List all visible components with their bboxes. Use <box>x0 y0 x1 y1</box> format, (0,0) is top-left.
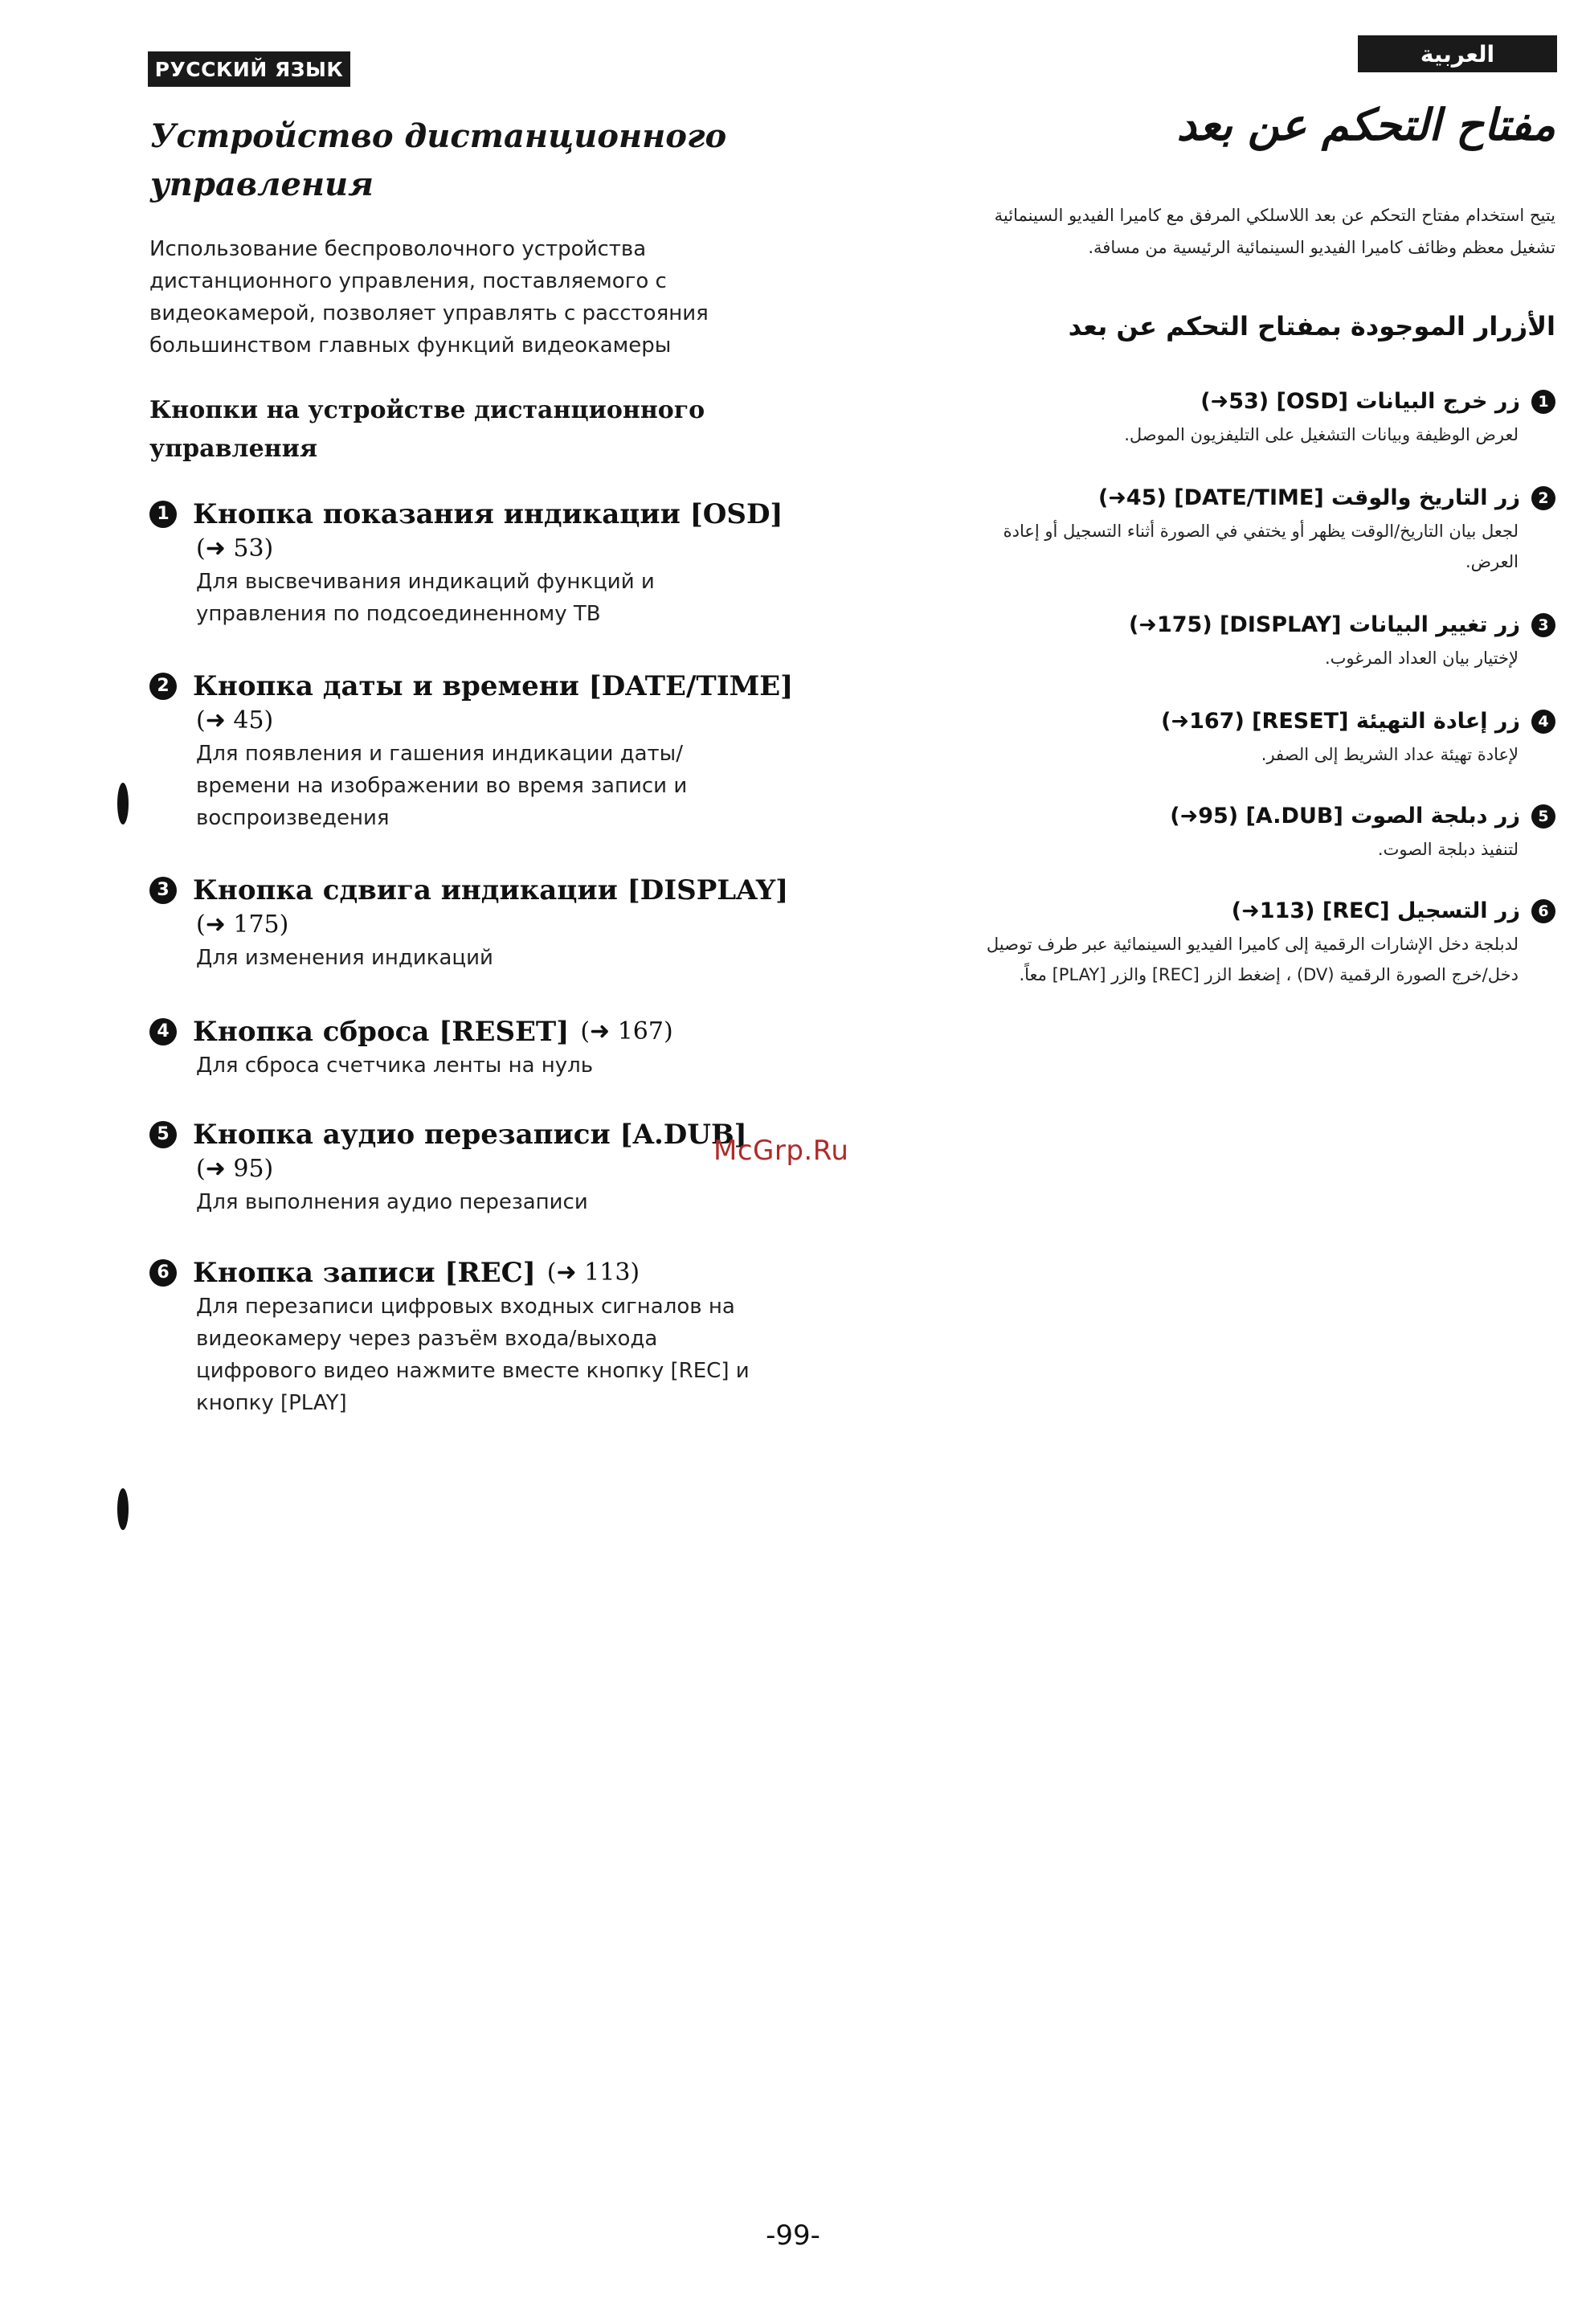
number-badge-icon: 5 <box>149 1121 177 1148</box>
margin-mark-icon <box>117 1488 129 1530</box>
number-badge-icon: 2 <box>149 673 177 700</box>
ru-item-title: Кнопка аудио перезаписи [A.DUB] <box>193 1119 747 1151</box>
ar-item-description <box>897 929 1519 990</box>
ru-page-ref: (➜ 53) <box>196 534 274 563</box>
ru-intro-line: Использование беспроволочного устройства <box>149 237 647 261</box>
lang-tab-arabic: العربية <box>1358 35 1557 72</box>
ru-item-description <box>196 566 808 630</box>
ru-item-description <box>196 1291 808 1419</box>
ar-item-rec <box>897 894 1555 990</box>
ru-item-description <box>196 942 808 974</box>
ru-item-heading <box>149 873 808 908</box>
ar-desc-line: لجعل بيان التاريخ/الوقت يظهر أو يختفي في الصورة أثناء التسجيل أو إعادة <box>1003 522 1519 541</box>
ar-item-heading <box>897 704 1555 739</box>
ru-page-ref: (➜ 113) <box>546 1258 640 1287</box>
ar-item-title: زر إعادة التهيئة [RESET] (167➜) <box>1161 709 1520 734</box>
margin-mark-icon <box>117 783 129 824</box>
ru-page-ref: (➜ 95) <box>196 1155 274 1183</box>
ru-desc-line: кнопку [PLAY] <box>196 1391 347 1415</box>
ar-item-title: زر خرج البيانات [OSD] (53➜) <box>1200 389 1520 414</box>
ru-page-ref: (➜ 175) <box>196 910 289 939</box>
ru-desc-line: Для сброса счетчика ленты на нуль <box>196 1054 594 1078</box>
ru-item-title: Кнопка даты и времени [DATE/TIME] <box>193 670 794 702</box>
number-badge-icon: 5 <box>1531 804 1555 829</box>
ru-item-description <box>196 738 808 834</box>
ru-desc-line: Для изменения индикаций <box>196 946 493 970</box>
ar-item-heading <box>897 481 1555 516</box>
ru-intro-line: большинством главных функций видеокамеры <box>149 333 672 358</box>
ar-buttons-subheading: الأزرار الموجودة بمفتاح التحكم عن بعد <box>1068 311 1555 342</box>
ru-item-date-time <box>149 669 808 834</box>
ru-intro-paragraph <box>149 233 816 362</box>
ar-intro-line: يتيح استخدام مفتاح التحكم عن بعد اللاسلكي المرفق مع كاميرا الفيديو السينمائية <box>994 206 1555 225</box>
ar-item-heading <box>897 384 1555 419</box>
ru-desc-line: управления по подсоединенному ТВ <box>196 602 601 626</box>
ru-item-description <box>196 1049 808 1082</box>
ru-subhead-line: управления <box>149 435 318 463</box>
ru-title-line: управления <box>150 166 374 203</box>
ru-desc-line: Для перезаписи цифровых входных сигналов на <box>196 1295 735 1319</box>
ar-page-title: مفتاح التحكم عن بعد <box>1176 100 1555 150</box>
number-badge-icon: 4 <box>149 1018 177 1045</box>
ru-page-title <box>150 113 761 209</box>
ru-desc-line: Для появления и гашения индикации даты/ <box>196 742 683 766</box>
number-badge-icon: 6 <box>1531 899 1555 923</box>
ar-item-a-dub <box>897 799 1555 865</box>
ar-item-title: زر دبلجة الصوت [A.DUB] (95➜) <box>1170 804 1520 829</box>
ar-desc-line: لعرض الوظيفة وبيانات التشغيل على التليفزيون الموصل. <box>1124 425 1519 444</box>
number-badge-icon: 4 <box>1531 710 1555 734</box>
ru-item-a-dub <box>149 1117 808 1218</box>
ru-item-osd <box>149 497 808 630</box>
ar-item-description <box>897 834 1519 865</box>
ar-item-heading <box>897 894 1555 929</box>
ar-item-display <box>897 608 1555 673</box>
ru-item-display <box>149 873 808 974</box>
ar-intro-line: تشغيل معظم وظائف كاميرا الفيديو السينمائية الرئيسية من مسافة. <box>1088 238 1555 257</box>
ru-subhead-line: Кнопки на устройстве дистанционного <box>149 396 705 424</box>
ru-page-ref: (➜ 45) <box>196 706 274 734</box>
ar-item-heading <box>897 608 1555 643</box>
lang-tab-russian: РУССКИЙ ЯЗЫК <box>148 51 350 87</box>
ar-item-title: زر التاريخ والوقت [DATE/TIME] (45➜) <box>1098 485 1520 510</box>
ru-item-title: Кнопка сброса [RESET] <box>193 1016 570 1048</box>
ru-item-title: Кнопка показания индикации [OSD] <box>193 498 783 530</box>
watermark-text: McGrp.Ru <box>713 1135 849 1167</box>
number-badge-icon: 3 <box>149 877 177 904</box>
ar-desc-line: لدبلجة دخل الإشارات الرقمية إلى كاميرا الفيديو السينمائية عبر طرف توصيل <box>986 935 1519 954</box>
page-number: -99- <box>766 2220 820 2252</box>
ar-intro-paragraph <box>897 199 1555 264</box>
number-badge-icon: 1 <box>149 501 177 528</box>
ar-item-description <box>897 739 1519 770</box>
ru-intro-line: дистанционного управления, поставляемого с <box>149 269 667 293</box>
ru-desc-line: Для высвечивания индикаций функций и <box>196 570 655 594</box>
ru-item-heading <box>149 1014 808 1049</box>
number-badge-icon: 1 <box>1531 390 1555 414</box>
ar-item-osd <box>897 384 1555 450</box>
ru-item-title: Кнопка записи [REC] <box>193 1257 536 1289</box>
number-badge-icon: 2 <box>1531 486 1555 510</box>
ar-item-description <box>897 516 1519 577</box>
number-badge-icon: 3 <box>1531 613 1555 637</box>
ru-item-title: Кнопка сдвига индикации [DISPLAY] <box>193 874 789 906</box>
ar-desc-line: لتنفيذ دبلجة الصوت. <box>1377 840 1519 859</box>
ru-item-heading <box>149 1117 808 1152</box>
ar-item-description <box>897 419 1519 450</box>
ru-desc-line: Для выполнения аудио перезаписи <box>196 1190 588 1214</box>
number-badge-icon: 6 <box>149 1259 177 1287</box>
ar-desc-line: لإختيار بيان العداد المرغوب. <box>1324 649 1519 668</box>
ar-desc-line: دخل/خرج الصورة الرقمية (DV) ، إضغط الزر [REC] والزر [PLAY] معاً. <box>1019 965 1519 984</box>
ru-desc-line: воспроизведения <box>196 806 390 830</box>
ru-desc-line: видеокамеру через разъём входа/выхода <box>196 1327 658 1351</box>
ru-item-heading <box>149 497 808 532</box>
ru-desc-line: цифрового видео нажмите вместе кнопку [REC] и <box>196 1359 750 1383</box>
ar-item-heading <box>897 799 1555 834</box>
ar-item-title: زر تغيير البيانات [DISPLAY] (175➜) <box>1128 612 1520 637</box>
ar-item-title: زر التسجيل [REC] (113➜) <box>1231 898 1520 923</box>
ru-item-heading <box>149 669 808 704</box>
ru-title-line: Устройство дистанционного <box>150 117 727 155</box>
ar-desc-line: لإعادة تهيئة عداد الشريط إلى الصفر. <box>1261 745 1519 764</box>
ru-item-description <box>196 1186 808 1218</box>
ar-item-date-time <box>897 481 1555 577</box>
ar-desc-line: العرض. <box>1465 552 1519 571</box>
ru-item-heading <box>149 1255 808 1291</box>
ar-item-description <box>897 643 1519 673</box>
ar-item-reset <box>897 704 1555 770</box>
ru-page-ref: (➜ 167) <box>580 1017 673 1045</box>
ru-desc-line: времени на изображении во время записи и <box>196 774 688 798</box>
ru-item-reset <box>149 1014 808 1082</box>
ru-intro-line: видеокамерой, позволяет управлять с расстояния <box>149 301 709 325</box>
ru-item-rec <box>149 1255 808 1419</box>
ru-buttons-subheading <box>149 391 760 468</box>
